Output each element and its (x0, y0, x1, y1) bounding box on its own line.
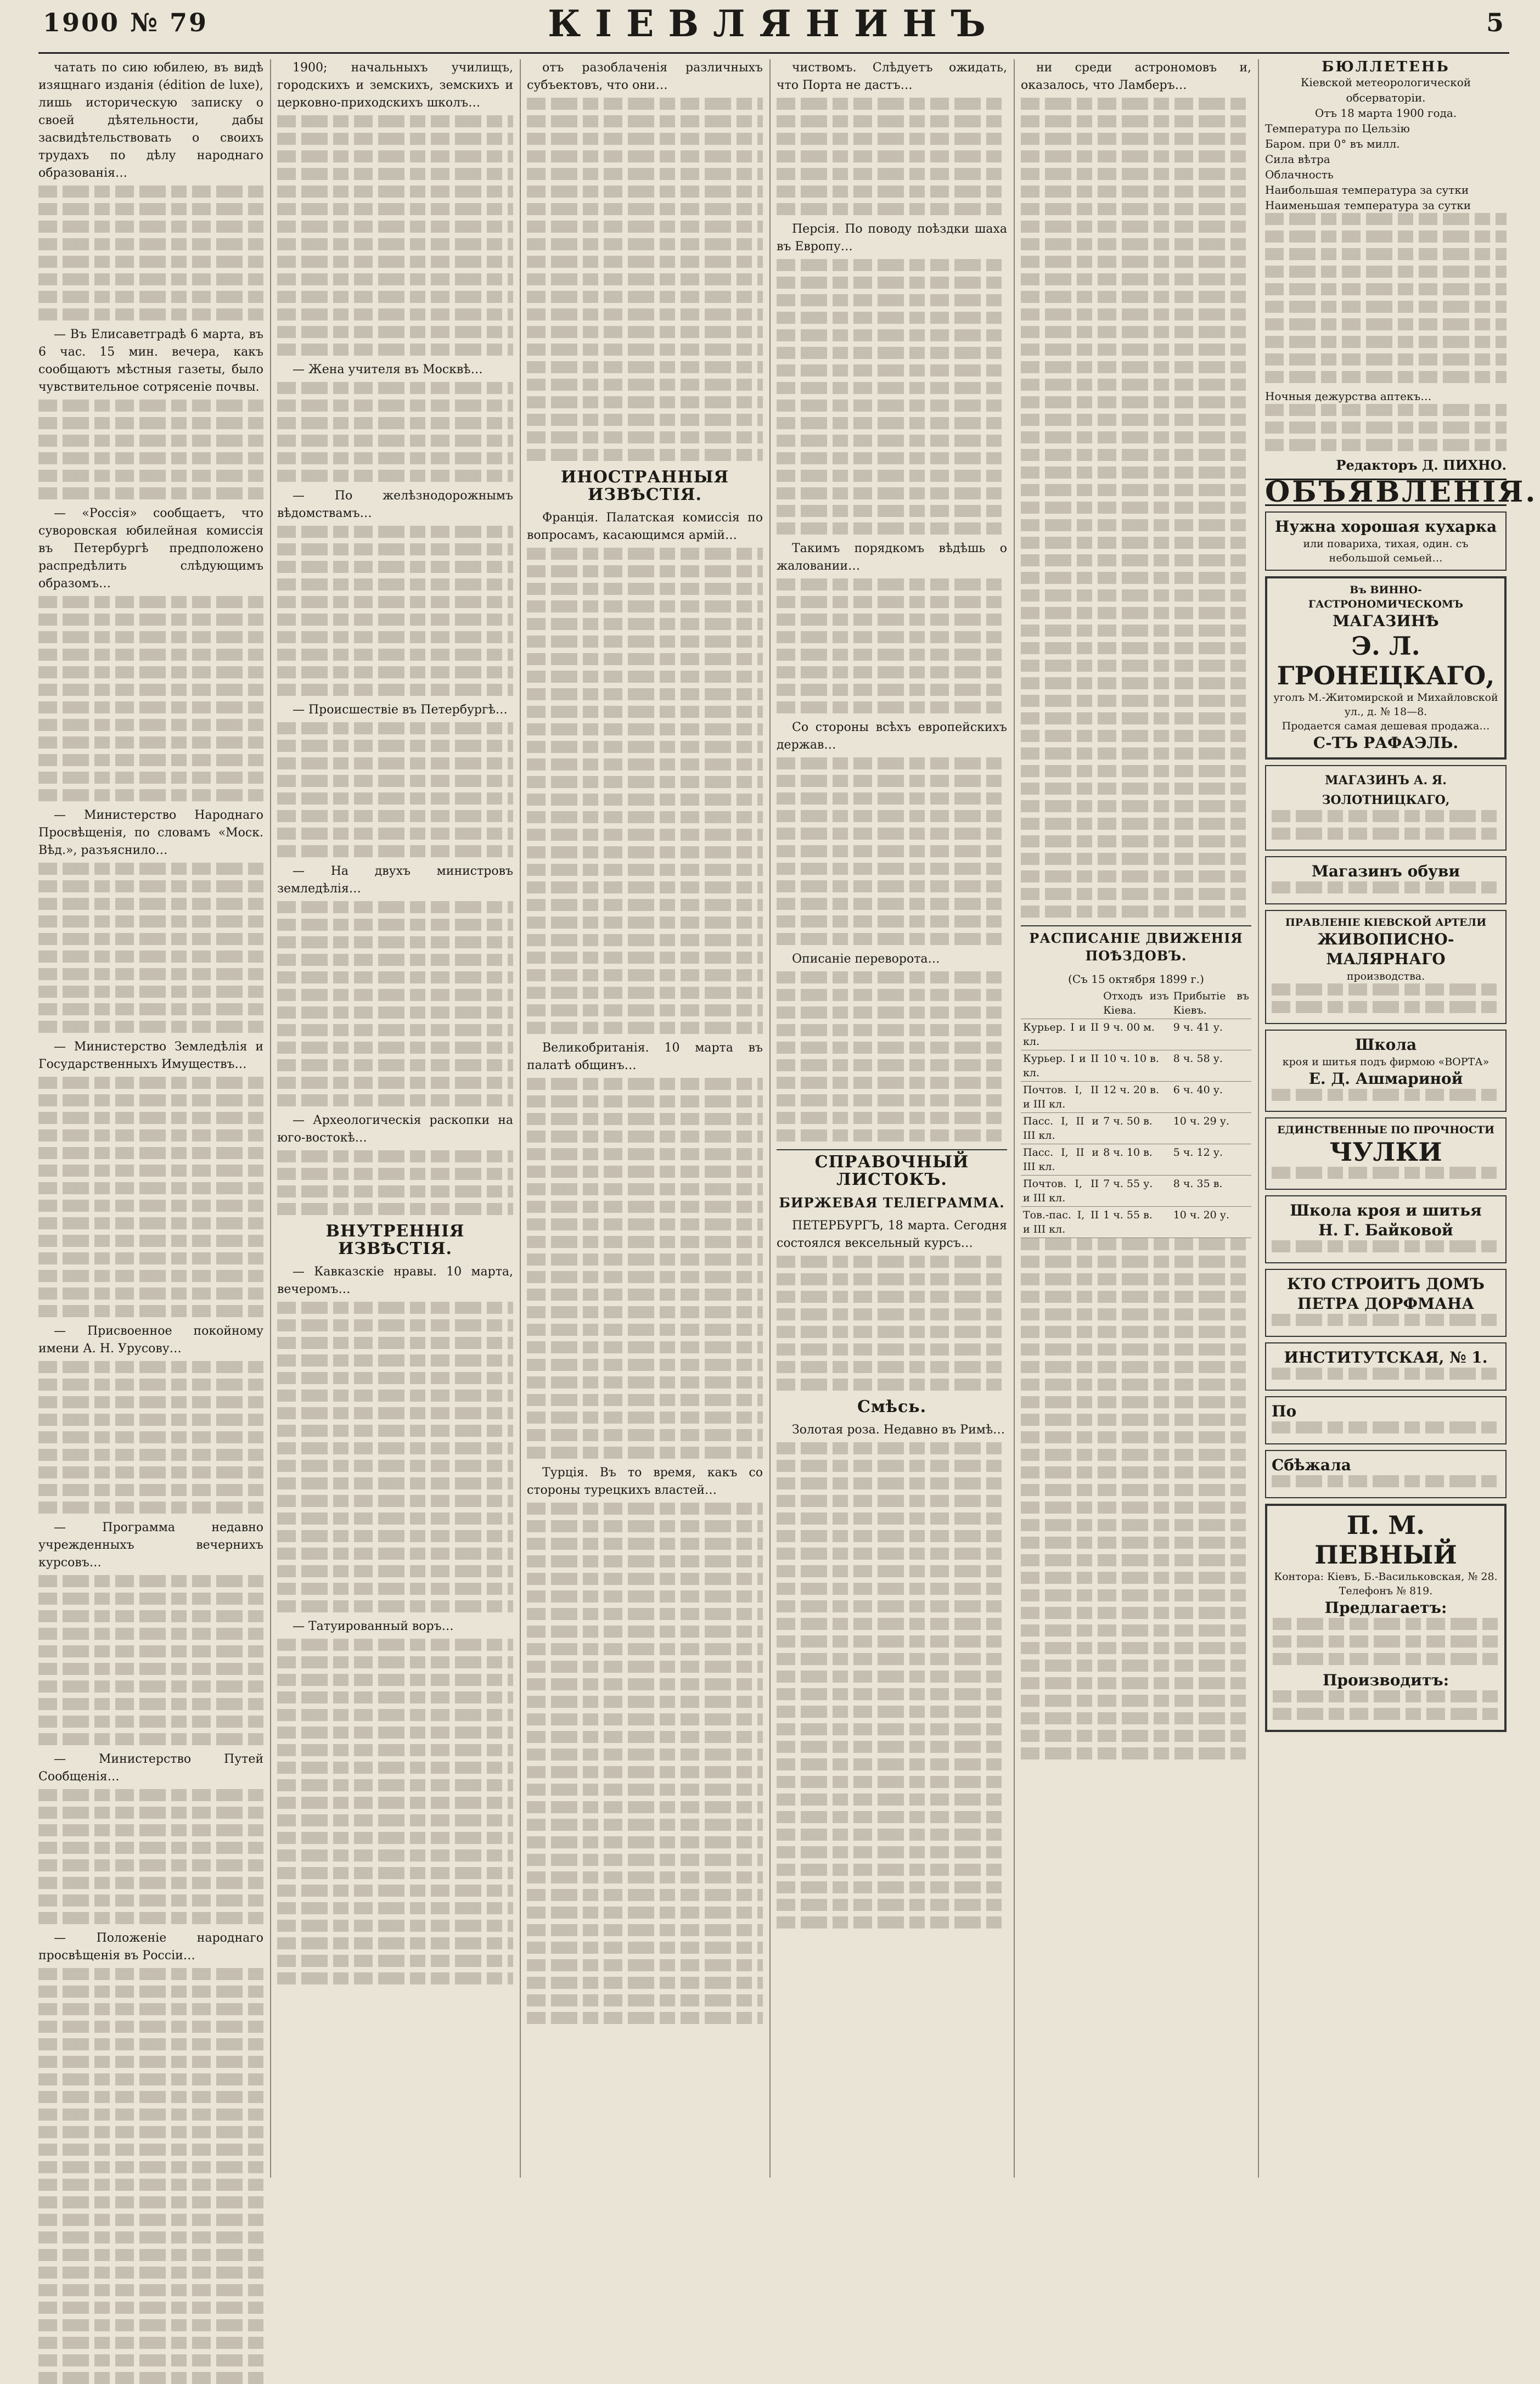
editor-signature: Редакторъ Д. ПИХНО. (1336, 457, 1507, 473)
schedule-subtitle: (Съ 15 октября 1899 г.) (1068, 972, 1204, 986)
bulletin-line: Баром. при 0° въ милл. (1265, 137, 1400, 150)
schedule-row: Почтов. I, II и III кл. 7 ч. 55 у. 8 ч. 35 в. (1021, 1176, 1251, 1207)
schedule-row: Курьер. I и II кл. 9 ч. 00 м. 9 ч. 41 у. (1021, 1019, 1251, 1050)
ad-po: По (1265, 1396, 1507, 1444)
column-6 (1265, 59, 1538, 2178)
article-paragraph: Описаніе переворота… (792, 952, 940, 966)
article-paragraph: ПЕТЕРБУРГЪ, 18 марта. Сегодня состоялся вексельный курсъ… (777, 1219, 1007, 1250)
masthead (38, 0, 1509, 54)
article-paragraph: — Происшествіе въ Петербургѣ… (293, 703, 508, 717)
newspaper-title: КІЕВЛЯНИНЪ (548, 2, 1000, 45)
schedule-row: Пасс. I, II и III кл. 8 ч. 10 в. 5 ч. 12 у. (1021, 1144, 1251, 1176)
column-5 (1021, 59, 1251, 2178)
article-paragraph: — Присвоенное покойному имени А. Н. Урусову… (38, 1324, 263, 1356)
schedule-row: Почтов. I, II и III кл. 12 ч. 20 в. 6 ч. 40 у. (1021, 1082, 1251, 1113)
train-schedule (1021, 988, 1251, 1238)
article-paragraph: Со стороны всѣхъ европейскихъ держав… (777, 721, 1007, 752)
bulletin-line: Облачность (1265, 168, 1334, 181)
announcements-heading: ОБЪЯВЛЕНІЯ. (1265, 475, 1538, 509)
ad-pevny: П. М. ПЕВНЫЙ Контора: Кіевъ, Б.-Васильковская, № 28. Телефонъ № 819. Предлагаетъ: Производитъ: (1265, 1504, 1507, 1732)
article-paragraph: — По желѣзнодорожнымъ вѣдомствамъ… (277, 489, 513, 520)
section-heading: Смѣсь. (857, 1397, 927, 1416)
article-paragraph: — Жена учителя въ Москвѣ… (293, 363, 483, 376)
schedule-column-header: Отходъ изъ Кіева. (1101, 988, 1171, 1019)
ad-dorfman: КТО СТРОИТЪ ДОМЪ ПЕТРА ДОРФМАНА (1265, 1269, 1507, 1337)
ad-baikova-school: Школа кроя и шитья Н. Г. Байковой (1265, 1195, 1507, 1263)
ad-painting-artel: ПРАВЛЕНІЕ КІЕВСКОЙ АРТЕЛИ ЖИВОПИСНО-МАЛЯРНАГО производства. (1265, 910, 1507, 1024)
article-paragraph: отъ разоблаченія различныхъ субъектовъ, что они… (527, 61, 763, 92)
article-paragraph: — «Россія» сообщаетъ, что суворовская юбилейная комиссія въ Петербургѣ предположено распредѣлить слѣдующимъ образомъ… (38, 507, 263, 591)
article-paragraph: Персія. По поводу поѣздки шаха въ Европу… (777, 222, 1007, 254)
bulletin-line: Наибольшая температура за сутки (1265, 183, 1469, 196)
ad-stockings: ЕДИНСТВЕННЫЕ ПО ПРОЧНОСТИ ЧУЛКИ (1265, 1117, 1507, 1190)
schedule-column-header: Прибытіе въ Кіевъ. (1171, 988, 1251, 1019)
ad-cook: Нужна хорошая кухарка или повариха, тихая, один. съ небольшой семьей… (1265, 511, 1507, 571)
bulletin-line: Температура по Цельзію (1265, 122, 1410, 135)
article-paragraph: Золотая роза. Недавно въ Римѣ… (792, 1423, 1005, 1437)
article-paragraph: — Программа недавно учрежденныхъ вечернихъ курсовъ… (38, 1521, 263, 1570)
weather-bulletin (1265, 59, 1507, 451)
section-heading: ИНОСТРАННЫЯ ИЗВѢСТІЯ. (560, 468, 729, 504)
page-number: 5 (1486, 8, 1504, 37)
pharmacy-notice: Ночныя дежурства аптекъ… (1265, 390, 1432, 403)
article-paragraph: — Кавказскіе нравы. 10 марта, вечеромъ… (277, 1265, 513, 1296)
schedule-row: Курьер. I и II кл. 10 ч. 10 в. 8 ч. 58 у. (1021, 1050, 1251, 1082)
section-heading: ВНУТРЕННІЯ ИЗВѢСТІЯ. (325, 1222, 465, 1258)
issue-number: 1900 № 79 (43, 8, 209, 37)
ad-institutskaya: ИНСТИТУТСКАЯ, № 1. (1265, 1342, 1507, 1391)
bulletin-subtitle: Кіевской метеорологической обсерваторіи. (1300, 76, 1471, 104)
column-4 (777, 59, 1007, 2178)
ad-runaway: Сбѣжала (1265, 1450, 1507, 1498)
bulletin-line: Сила вѣтра (1265, 153, 1330, 166)
column-1 (38, 59, 263, 2178)
ad-worth-school: Школа кроя и шитья подъ фирмою «ВОРТА» Е. Д. Ашмариной (1265, 1030, 1507, 1112)
ad-gronetsky: Въ ВИННО-ГАСТРОНОМИЧЕСКОМЪ МАГАЗИНѢ Э. Л. ГРОНЕЦКАГО, уголъ М.-Житомирской и Михайловской ул., д. № 18—8. Продается самая дешевая продажа… С-ТЪ РАФАЭЛЬ. (1265, 576, 1507, 760)
schedule-row: Пасс. I, II и III кл. 7 ч. 50 в. 10 ч. 29 у. (1021, 1113, 1251, 1144)
column-3 (527, 59, 763, 2178)
article-paragraph: 1900; начальныхъ училищъ, городскихъ и земскихъ, земскихъ и церковно-приходскихъ школъ… (277, 61, 513, 110)
section-heading: СПРАВОЧНЫЙ ЛИСТОКЪ. (777, 1149, 1007, 1189)
article-paragraph: ни среди астрономовъ и, оказалось, что Ламберъ… (1021, 61, 1251, 92)
column-2 (277, 59, 513, 2178)
article-paragraph: Франція. Палатская комиссія по вопросамъ, касающимся армій… (527, 511, 763, 542)
bulletin-title: БЮЛЛЕТЕНЬ (1322, 59, 1450, 75)
article-paragraph: — Министерство Народнаго Просвѣщенія, по словамъ «Моск. Вѣд.», разъяснило… (38, 808, 263, 857)
article-paragraph: чиствомъ. Слѣдуетъ ожидать, что Порта не дастъ… (777, 61, 1007, 92)
ad-zolotnitsky: МАГАЗИНЪ А. Я. ЗОЛОТНИЦКАГО, (1265, 765, 1507, 851)
article-paragraph: — На двухъ министровъ земледѣлія… (277, 864, 513, 896)
section-heading: РАСПИСАНІЕ ДВИЖЕНІЯ ПОѢЗДОВЪ. (1021, 925, 1251, 965)
ad-shoes: Магазинъ обуви (1265, 856, 1507, 904)
article-paragraph: Такимъ порядкомъ вѣдѣшь о жаловании… (777, 542, 1007, 573)
bulletin-line: Наименьшая температура за сутки (1265, 199, 1471, 212)
article-paragraph: — Татуированный воръ… (293, 1620, 454, 1633)
article-paragraph: чатать по сию юбилею, въ видѣ изящнаго изданія (édition de luxe), лишь историческую записку о своей дѣятельности, дабы засвидѣтельствовать о своихъ трудахъ по дѣлу народнаго образованія… (38, 61, 263, 180)
article-paragraph: Великобританія. 10 марта въ палатѣ общинъ… (527, 1041, 763, 1072)
article-paragraph: — Въ Елисаветградѣ 6 марта, въ 6 час. 15 мин. вечера, какъ сообщаютъ мѣстныя газеты, было чувствительное сотрясеніе почвы. (38, 328, 263, 394)
article-paragraph: — Министерство Путей Сообщенія… (38, 1752, 263, 1784)
article-paragraph: — Положеніе народнаго просвѣщенія въ Россіи… (38, 1931, 263, 1963)
bulletin-date: Отъ 18 марта 1900 года. (1314, 106, 1457, 120)
schedule-row: Тов.-пас. I, II и III кл. 1 ч. 55 в. 10 ч. 20 у. (1021, 1207, 1251, 1238)
subsection-heading: БИРЖЕВАЯ ТЕЛЕГРАММА. (779, 1195, 1005, 1211)
article-paragraph: — Министерство Земледѣлія и Государственныхъ Имуществъ… (38, 1040, 263, 1071)
article-paragraph: — Археологическія раскопки на юго-востокѣ… (277, 1114, 513, 1145)
article-paragraph: Турція. Въ то время, какъ со стороны турецкихъ властей… (527, 1466, 763, 1497)
